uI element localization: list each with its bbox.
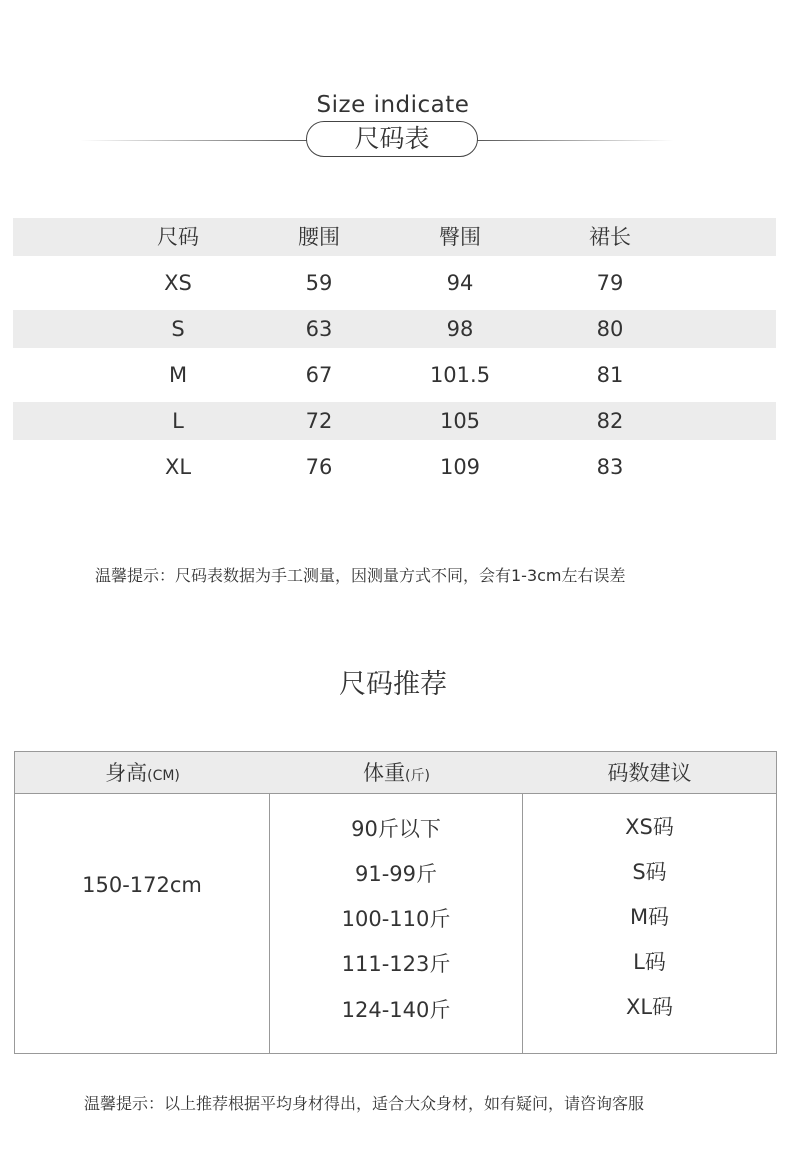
cell-skirt-length: 82	[596, 409, 624, 433]
recommendation-title: 尺码推荐	[339, 669, 447, 700]
size-suggestion: S码	[632, 860, 667, 884]
header-size: 尺码	[157, 225, 199, 249]
header-size-suggestion-label: 码数建议	[607, 761, 692, 785]
cell-hip: 94	[446, 271, 474, 295]
cell-waist: 67	[305, 363, 333, 387]
header-hip: 臀围	[439, 225, 481, 249]
header-skirt-length: 裙长	[589, 225, 631, 249]
cell-hip: 101.5	[429, 363, 491, 387]
size-chart-header-row	[13, 218, 776, 256]
cell-hip: 105	[439, 409, 481, 433]
table-row	[13, 356, 776, 394]
size-suggestion: XS码	[625, 815, 674, 839]
cell-hip: 98	[446, 317, 474, 341]
cell-skirt-length: 80	[596, 317, 624, 341]
height-range: 150-172cm	[82, 873, 202, 897]
table-row	[13, 310, 776, 348]
recommendation-header-row	[15, 752, 776, 794]
cell-waist: 63	[305, 317, 333, 341]
weight-range: 111-123斤	[341, 952, 451, 976]
cell-skirt-length: 79	[596, 271, 624, 295]
cell-waist: 76	[305, 455, 333, 479]
weight-range: 91-99斤	[354, 862, 438, 886]
size-suggestion: L码	[633, 950, 666, 974]
header-size-suggestion	[523, 752, 776, 793]
weight-range: 124-140斤	[341, 998, 451, 1022]
size-suggestion: XL码	[625, 995, 674, 1019]
title-rule-left	[80, 140, 312, 141]
cell-hip: 109	[439, 455, 481, 479]
table-row	[13, 264, 776, 302]
title-rule-right	[474, 140, 674, 141]
title-english: Size indicate	[316, 92, 470, 118]
cell-size: L	[172, 409, 184, 433]
cell-waist: 59	[305, 271, 333, 295]
cell-size: S	[171, 317, 185, 341]
weight-range: 90斤以下	[351, 817, 441, 841]
header-height-label: 身高	[105, 761, 148, 785]
measurement-note: 温馨提示：尺码表数据为手工测量，因测量方式不同，会有1-3cm左右误差	[95, 566, 626, 585]
header-height	[15, 752, 270, 793]
recommendation-note: 温馨提示：以上推荐根据平均身材得出，适合大众身材，如有疑问，请咨询客服	[84, 1094, 645, 1113]
weight-range: 100-110斤	[341, 907, 451, 931]
header-weight-unit: (斤)	[405, 768, 430, 784]
cell-waist: 72	[305, 409, 333, 433]
title-chinese: 尺码表	[306, 121, 478, 157]
header-waist: 腰围	[298, 225, 340, 249]
cell-skirt-length: 81	[596, 363, 624, 387]
header-height-unit: (CM)	[147, 768, 180, 784]
cell-size: XL	[164, 455, 192, 479]
cell-size: XS	[164, 271, 192, 295]
cell-skirt-length: 83	[596, 455, 624, 479]
recommendation-table	[14, 751, 777, 1054]
header-weight-label: 体重	[363, 761, 406, 785]
table-row	[13, 448, 776, 486]
table-row	[13, 402, 776, 440]
header-weight	[270, 752, 523, 793]
size-suggestion: M码	[629, 905, 670, 929]
cell-size: M	[168, 363, 188, 387]
